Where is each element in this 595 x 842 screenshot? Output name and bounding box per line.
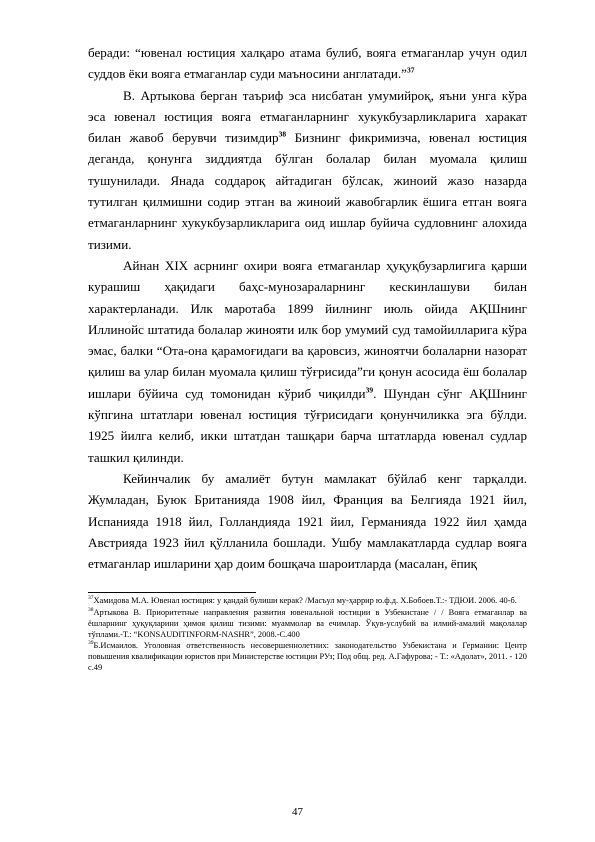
footnote-divider	[88, 592, 256, 593]
paragraph-1: беради: “ювенал юстиция халқаро атама булиб, вояга етмаганлар учун одил суддов ёки вояга етмаганлар суди маъносини англатади.”$^{37}$	[88, 45, 527, 82]
footnote-ref-38[interactable]: 38	[278, 129, 287, 139]
footnote-39: $^{39}$Б.Исмаилов. Уголовная ответственность несовершеннолетних: законодательство Узбекистана и Германии: Центр повышения квалификации юристов при Министерстве юстиции РУз; Под общ. ред. А.Гафурова; - Т.: «Адолат», 2011. - 120 с.49	[88, 640, 527, 672]
footnotes	[88, 595, 527, 673]
paragraph-4: Кейинчалик бу амалиёт бутун мамлакат бўйлаб кенг тарқалди. Жумладан, Буюк Британияда 1908 йил, Франция ва Белгияда 1921 йил, Испанияда 1918 йил, Голландияда 1921 йил, Германияда 1922 йил ҳамда Австрияда 1923 йил қўлланила бошлади. Ушбу мамлакатларда судлар вояга етмаганлар ишларини ҳар доим бошқача шароитларда (масалан, ёпиқ	[88, 470, 527, 572]
paragraph-2: В. Артыкова берган таъриф эса нисбатан умумийроқ, яъни унга кўра эса ювенал юстиция вояга етмаганларнинг хукукбузарликларига харакат билан жавоб берувчи тизимдир$^{38}$ Бизнинг фикримизча, ювенал юстиция деганда, қонунга зиддиятда бўлган болалар билан муомала қилиш тушунилади. Янада соддароқ айтадиган бўлсак, жиноий жазо назарда тутилган қилмишни содир этган ва жиноий жавобгарлик ёшига етган вояга етмаганларнинг хукукбузарликларига оид ишлар буйича судловнинг алохида тизими.	[88, 87, 527, 252]
footnote-ref-37[interactable]: 37	[406, 65, 415, 75]
footnote-38: $^{38}$Артыкова В. Приоритетные направления развития ювенальной юстиции в Узбекистане / / Вояга етмаганлар ва ёшларнинг ҳуқуқларини ҳимоя қилиш тизими: муаммолар ва ечимлар. Ўқув-услубий ва илмий-амалий мақолалар тўплами.-Т.: “KONSAUDITINFORM-NASHR”, 2008.-С.400	[88, 606, 527, 639]
paragraph-3: Айнан XIX асрнинг охири вояга етмаганлар ҳуқуқбузарлигига қарши курашиш ҳақидаги баҳс-мунозараларнинг кескинлашуви билан характерланади. Илк маротаба 1899 йилнинг июль ойида АҚШнинг Иллинойс штатида болалар жинояти илк бор умумий суд тамойилларига кўра эмас, балки “Ота-она қарамоғидаги ва қаровсиз, жиноятчи болаларни назорат қилиш ва улар билан муомала қилиш тўғрисида”ги қонун асосида ёш болалар ишлари бўйича суд томонидан кўриб чиқилди$^{39}$. Шундан сўнг АҚШнинг кўпгина штатлари ювенал юстиция тўғрисидаги қонунчиликка эга бўлди. 1925 йилга келиб, икки штатдан ташқари барча штатларда ювенал судлар ташкил қилинди.	[88, 257, 527, 465]
footnote-37: $^{37}$Хамидова М.А. Ювенал юстиция: у қандай булиши керак? /Масъул му-ҳаррир ю.ф.д. Х.Бобоев.Т.:- ТДЮИ. 2006. 40-б.	[88, 595, 517, 606]
page-number: 47	[292, 806, 303, 818]
footnote-ref-39[interactable]: 39	[365, 385, 374, 395]
body-text	[88, 42, 527, 574]
